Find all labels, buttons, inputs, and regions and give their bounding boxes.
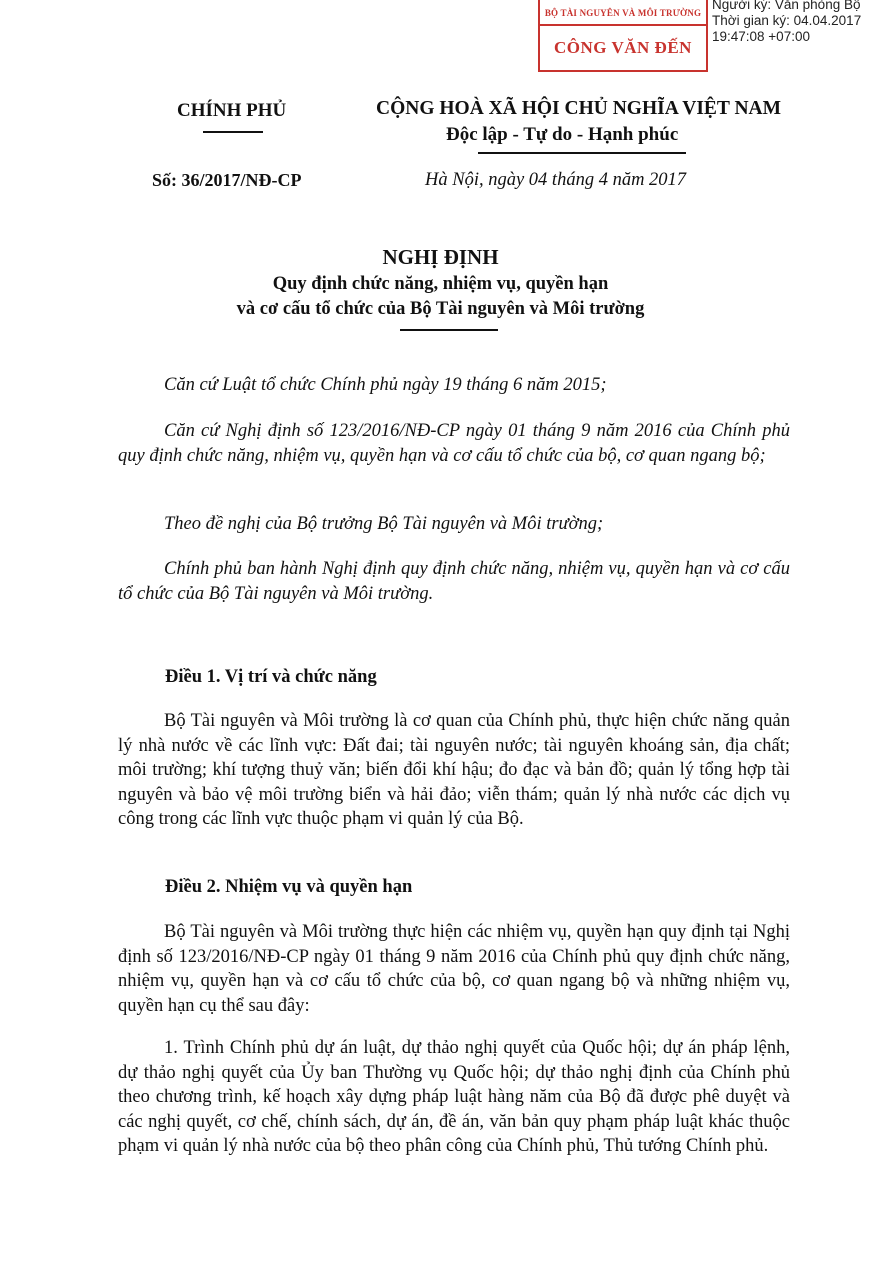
article-2-intro: Bộ Tài nguyên và Môi trường thực hiện các nhiệm vụ, quyền hạn quy định tại Nghị định số 123/2016/NĐ-CP ngày 01 tháng 9 năm 2016 của Chính phủ quy định chức năng, nhiệm vụ, quyền hạn và cơ cấu tổ chức của bộ, cơ quan ngang bộ và những nhiệm vụ, quyền hạn cụ thể sau đây:	[118, 922, 790, 1016]
place-and-date: Hà Nội, ngày 04 tháng 4 năm 2017	[425, 170, 687, 190]
article-2-item-1: 1. Trình Chính phủ dự án luật, dự thảo nghị quyết của Quốc hội; dự án pháp lệnh, dự thảo nghị quyết của Ủy ban Thường vụ Quốc hội; dự thảo nghị định của Chính phủ theo chương trình, kế hoạch xây dựng pháp luật hàng năm của Bộ đã được phê duyệt và các nghị quyết, cơ chế, chính sách, dự án, đề án, văn bản quy phạm pháp luật khác thuộc phạm vi quản lý nhà nước của bộ theo phân công của Chính phủ, Thủ tướng Chính phủ.	[118, 1038, 790, 1156]
preamble-promulgation: Chính phủ ban hành Nghị định quy định chức năng, nhiệm vụ, quyền hạn và cơ cấu tổ chức của Bộ Tài nguyên và Môi trường.	[118, 559, 790, 604]
document-number: Số: 36/2017/NĐ-CP	[152, 170, 302, 190]
article-1-heading: Điều 1. Vị trí và chức năng	[165, 667, 377, 687]
signature-time-zone: 19:47:08 +07:00	[712, 29, 810, 44]
title-underline	[400, 329, 498, 331]
preamble-legal-basis-1: Căn cứ Luật tổ chức Chính phủ ngày 19 tháng 6 năm 2015;	[164, 375, 607, 395]
signature-time: Thời gian ký: 04.04.2017	[712, 13, 862, 28]
stamp-label: CÔNG VĂN ĐẾN	[554, 38, 692, 57]
article-1-body: Bộ Tài nguyên và Môi trường là cơ quan của Chính phủ, thực hiện chức năng quản lý nhà nước về các lĩnh vực: Đất đai; tài nguyên nước; tài nguyên khoáng sản, địa chất; môi trường; khí tượng thuỷ văn; biến đổi khí hậu; đo đạc và bản đồ; quản lý tổng hợp tài nguyên và bảo vệ môi trường biển và hải đảo; viễn thám; quản lý nhà nước các dịch vụ công trong các lĩnh vực thuộc phạm vi quản lý của Bộ.	[118, 711, 790, 829]
national-title: CỘNG HOÀ XÃ HỘI CHỦ NGHĨA VIỆT NAM	[376, 98, 782, 119]
article-2-heading: Điều 2. Nhiệm vụ và quyền hạn	[165, 877, 413, 897]
stamp-ministry: BỘ TÀI NGUYÊN VÀ MÔI TRƯỜNG	[540, 0, 706, 26]
digital-signature-info	[712, 0, 881, 45]
document-type: NGHỊ ĐỊNH	[382, 245, 499, 269]
signature-signer: Người ký: Văn phòng Bộ	[712, 0, 861, 12]
document-subject-line1: Quy định chức năng, nhiệm vụ, quyền hạn	[272, 274, 609, 294]
issuer-name: CHÍNH PHỦ	[177, 100, 287, 121]
issuer-underline	[203, 131, 263, 133]
incoming-stamp	[538, 0, 708, 72]
preamble-proposal: Theo đề nghị của Bộ trưởng Bộ Tài nguyên và Môi trường;	[164, 514, 604, 534]
document-subject-line2: và cơ cấu tổ chức của Bộ Tài nguyên và Môi trường	[236, 299, 645, 319]
preamble-legal-basis-2: Căn cứ Nghị định số 123/2016/NĐ-CP ngày 01 tháng 9 năm 2016 của Chính phủ quy định chức năng, nhiệm vụ, quyền hạn và cơ cấu tổ chức của bộ, cơ quan ngang bộ;	[118, 421, 790, 466]
motto-underline	[478, 152, 686, 154]
national-motto: Độc lập - Tự do - Hạnh phúc	[446, 124, 679, 145]
